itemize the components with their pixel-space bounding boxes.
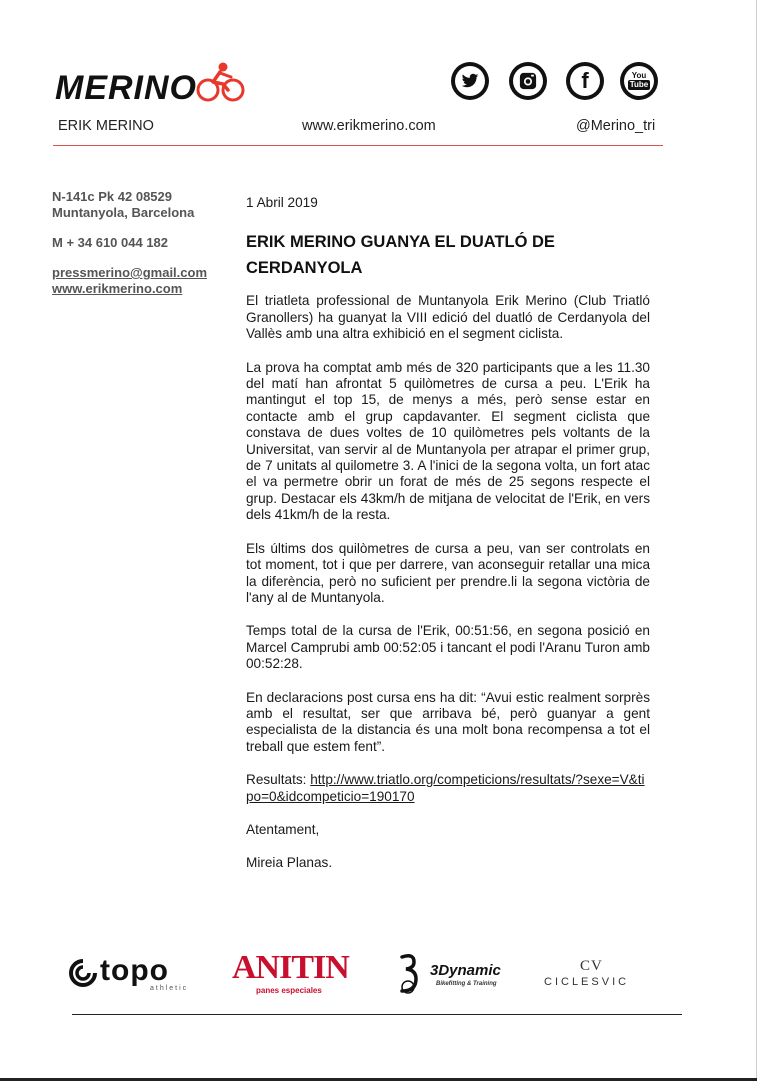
topo-wordmark: topo xyxy=(100,954,169,987)
ciclesvic-mark: CV xyxy=(580,958,603,974)
contact-links xyxy=(52,265,232,297)
topo-subtitle: athletic xyxy=(150,985,189,992)
signature: Mireia Planas. xyxy=(246,855,333,871)
sender-sidebar xyxy=(52,189,232,311)
footer-divider xyxy=(72,1014,682,1015)
letter-headline: ERIK MERINO GUANYA EL DUATLÓ DE CERDANYOLA xyxy=(246,233,555,278)
sponsor-ciclesvic xyxy=(544,958,644,994)
merino-logo xyxy=(55,60,245,110)
anitin-wordmark: ANITIN xyxy=(232,949,349,986)
header-handle[interactable]: @Merino_tri xyxy=(576,118,656,134)
facebook-glyph: f xyxy=(581,68,589,93)
letter-body xyxy=(246,195,650,889)
address-line2: Muntanyola, Barcelona xyxy=(52,205,195,220)
paragraph: El triatleta professional de Muntanyola Erik Merino (Club Triatló Granollers) ha guanyat la VIII edició del duatló de Cerdanyola del Vallès amb una altra exhibició en el segment ciclista. xyxy=(246,293,650,342)
header-divider xyxy=(53,145,663,146)
3dynamic-wordmark: 3Dynamic xyxy=(430,962,501,979)
results-label: Resultats: xyxy=(246,772,311,788)
3dynamic-subtitle: Bikefitting & Training xyxy=(436,981,497,987)
address-block xyxy=(52,189,232,221)
results-line xyxy=(246,772,650,805)
paragraph: En declaracions post cursa ens ha dit: “Avui estic realment sorprès amb el resultat, ser que arribava bé, però guanyar a gent especialista de la distancia és una molt bona recompensa a tot el treball que estem fent”. xyxy=(246,689,650,754)
cyclist-icon xyxy=(195,60,247,104)
youtube-tube-text: Tube xyxy=(629,80,649,89)
paragraph: La prova ha comptat amb més de 320 participants que a les 11.30 del matí han afrontat 5 quilòmetres de cursa a peu. L'Erik ha mantingut el top 15, de menys a més, però sense estar en contacte amb el grup capdavanter. El segment ciclista que constava de dues voltes de 10 quilòmetres pels voltants de la Universitat, van servir al de Muntanyola per atrapar el primer grup, de 7 unitats al quilometre 3. A l'inici de la segona volta, un fort atac el va permetre obrir un forat de més de 25 segons respecte el grup. Destacar els 43km/h de mitjana de velocitat de l'Erik, en vers dels 41km/h de la resta. xyxy=(246,359,650,523)
paragraph: Els últims dos quilòmetres de cursa a peu, van ser controlats en tot moment, tot i que per darrere, van aconseguir retallar una mica la diferència, però no suficient per prendre.li la segona victòria de l'any al de Muntanyola. xyxy=(246,540,650,605)
logo-text: MERINO xyxy=(55,69,197,107)
closing: Atentament, xyxy=(246,821,320,837)
anitin-subtitle: panes especiales xyxy=(256,986,322,995)
paragraph: Temps total de la cursa de l'Erik, 00:51:56, en segona posició en Marcel Camprubi amb 00:52:05 i tancant el podi l'Aranu Turon amb 00:52:28. xyxy=(246,623,650,672)
facebook-icon[interactable] xyxy=(566,62,604,100)
sponsor-topo xyxy=(68,955,188,995)
letter-date: 1 Abril 2019 xyxy=(246,195,318,210)
twitter-icon[interactable] xyxy=(451,62,489,100)
camera-glyph xyxy=(519,72,537,90)
address-line1: N-141c Pk 42 08529 xyxy=(52,189,172,204)
email-link[interactable]: pressmerino@gmail.com xyxy=(52,265,208,280)
twitter-bird-glyph xyxy=(461,73,479,89)
results-link[interactable]: http://www.triatlo.org/competicions/resultats/?sexe=V&tipo=0&idcompeticio=190170 xyxy=(246,772,645,804)
phone: M + 34 610 044 182 xyxy=(52,235,169,250)
header-website[interactable]: www.erikmerino.com xyxy=(302,118,436,134)
topo-swirl-icon xyxy=(68,958,98,988)
youtube-you-text: You xyxy=(631,71,647,80)
ciclesvic-wordmark: CICLESVIC xyxy=(544,976,630,988)
sponsor-3dynamic xyxy=(396,953,508,997)
youtube-icon[interactable] xyxy=(620,62,658,100)
sponsor-anitin xyxy=(232,949,349,998)
instagram-icon[interactable] xyxy=(509,62,547,100)
3dynamic-figure-icon xyxy=(396,953,426,995)
header-name: ERIK MERINO xyxy=(58,118,154,134)
website-link[interactable]: www.erikmerino.com xyxy=(52,281,183,296)
